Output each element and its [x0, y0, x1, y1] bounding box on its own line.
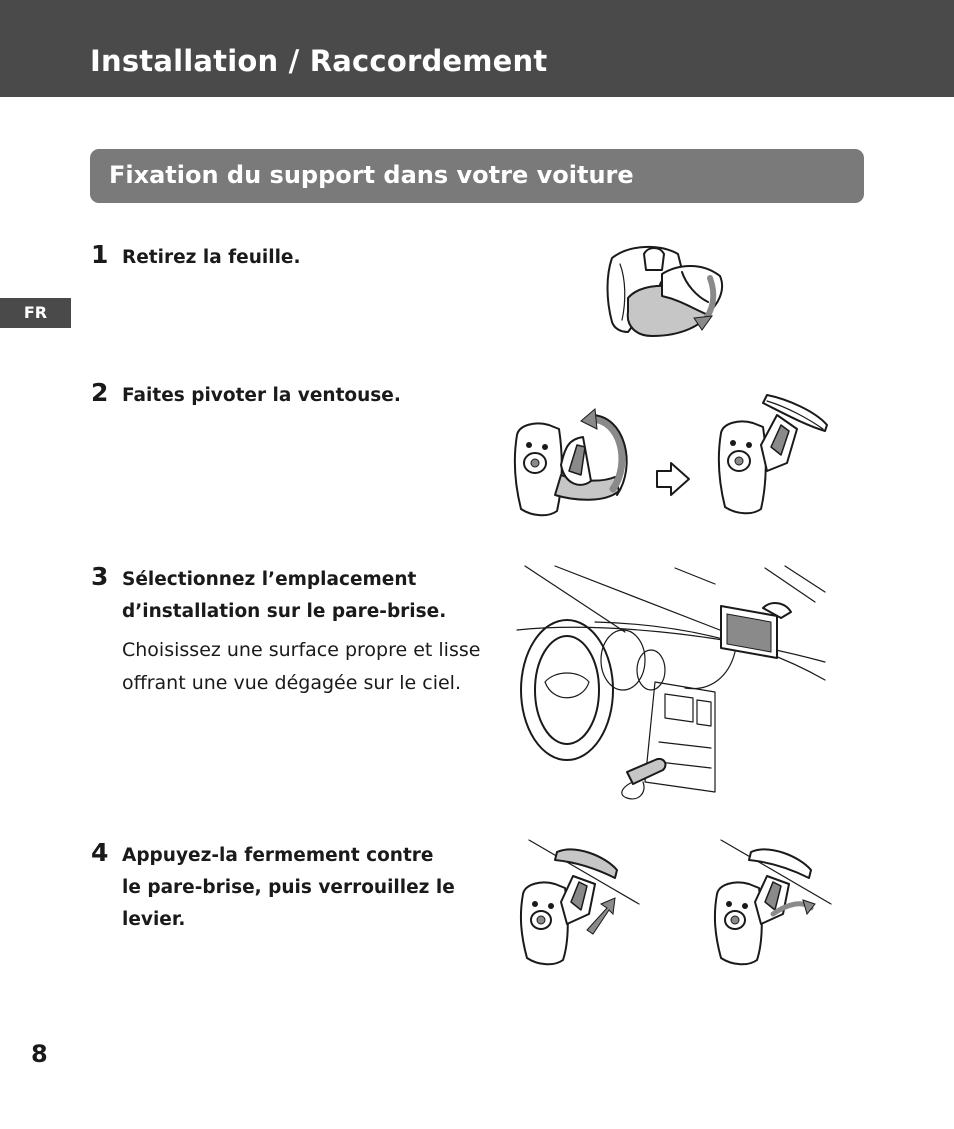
step-3-number: 3 — [91, 562, 109, 591]
header-title: Installation / Raccordement — [90, 44, 548, 78]
step-1-number: 1 — [91, 240, 109, 269]
step-3-title-line-2: d’installation sur le pare-brise. — [122, 601, 447, 622]
press-lock-lever-illustration — [515, 838, 835, 968]
step-4-title-line-3: levier. — [122, 909, 186, 930]
step-4-title-line-1: Appuyez-la fermement contre — [122, 845, 434, 866]
page-number: 8 — [31, 1040, 48, 1068]
page-header — [0, 0, 954, 97]
section-heading-bar — [90, 149, 864, 203]
step-1-title: Retirez la feuille. — [122, 247, 301, 268]
language-tab: FR — [0, 298, 71, 328]
step-3-description-line-2: offrant une vue dégagée sur le ciel. — [122, 672, 461, 694]
car-interior-illustration — [515, 562, 830, 802]
step-3-description-line-1: Choisissez une surface propre et lisse — [122, 639, 481, 661]
step-4-number: 4 — [91, 838, 109, 867]
remove-sheet-illustration — [600, 240, 730, 345]
rotate-suction-cup-illustration — [505, 385, 840, 525]
section-title: Fixation du support dans votre voiture — [109, 161, 634, 189]
step-4-title-line-2: le pare-brise, puis verrouillez le — [122, 877, 455, 898]
step-2-title: Faites pivoter la ventouse. — [122, 385, 401, 406]
step-2-number: 2 — [91, 378, 109, 407]
step-3-title-line-1: Sélectionnez l’emplacement — [122, 569, 417, 590]
